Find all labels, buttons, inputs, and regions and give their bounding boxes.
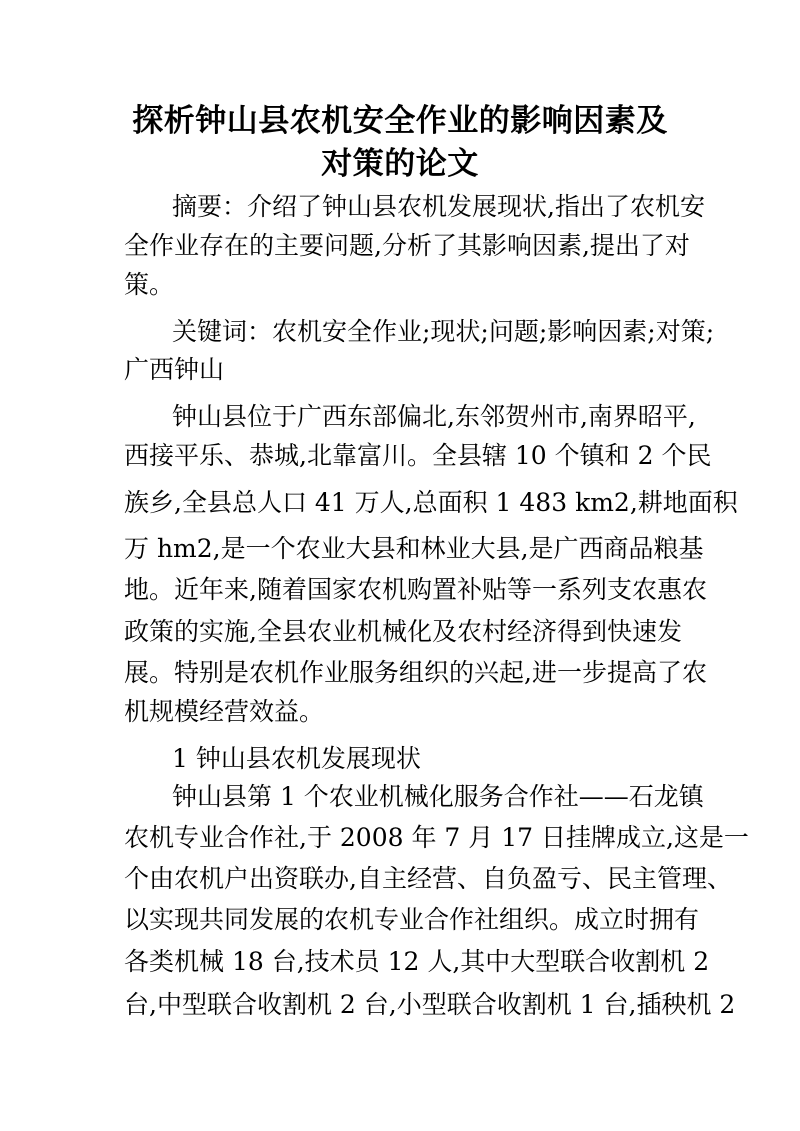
intro-line-6: 政策的实施,全县农业机械化及农村经济得到快速发 [124, 617, 682, 646]
intro-line-8: 机规模经营效益。 [124, 697, 325, 726]
section-heading-1: 1 钟山县农机发展现状 [172, 744, 421, 773]
section-line-6: 台,中型联合收割机 2 台,小型联合收割机 1 台,插秧机 2 [124, 990, 736, 1019]
intro-line-3: 族乡,全县总人口 41 万人,总面积 1 483 km2,耕地面积 [124, 488, 738, 517]
abstract-line-1: 摘要：介绍了钟山县农机发展现状,指出了农机安 [172, 192, 705, 221]
keywords-line-1: 关键词：农机安全作业;现状;问题;影响因素;对策; [172, 317, 715, 346]
intro-line-5: 地。近年来,随着国家农机购置补贴等一系列支农惠农 [124, 575, 707, 604]
intro-line-4: 万 hm2,是一个农业大县和林业大县,是广西商品粮基 [124, 534, 704, 563]
section-line-3: 个由农机户出资联办,自主经营、自负盈亏、民主管理、 [124, 864, 732, 893]
intro-line-2: 西接平乐、恭城,北靠富川。全县辖 10 个镇和 2 个民 [124, 441, 712, 470]
section-line-5: 各类机械 18 台,技术员 12 人,其中大型联合收割机 2 [124, 947, 710, 976]
intro-line-7: 展。特别是农机作业服务组织的兴起,进一步提高了农 [124, 658, 707, 687]
section-line-1: 钟山县第 1 个农业机械化服务合作社——石龙镇 [172, 782, 704, 811]
section-line-2: 农机专业合作社,于 2008 年 7 月 17 日挂牌成立,这是一 [124, 823, 749, 852]
intro-line-1: 钟山县位于广西东部偏北,东邻贺州市,南界昭平, [172, 402, 696, 431]
keywords-line-2: 广西钟山 [124, 355, 225, 384]
section-line-4: 以实现共同发展的农机专业合作社组织。成立时拥有 [124, 905, 700, 934]
document-title-line-1: 探析钟山县农机安全作业的影响因素及 [132, 103, 668, 139]
abstract-line-3: 策。 [124, 270, 175, 299]
abstract-line-2: 全作业存在的主要问题,分析了其影响因素,提出了对 [124, 231, 690, 260]
document-title-line-2: 对策的论文 [321, 146, 479, 182]
